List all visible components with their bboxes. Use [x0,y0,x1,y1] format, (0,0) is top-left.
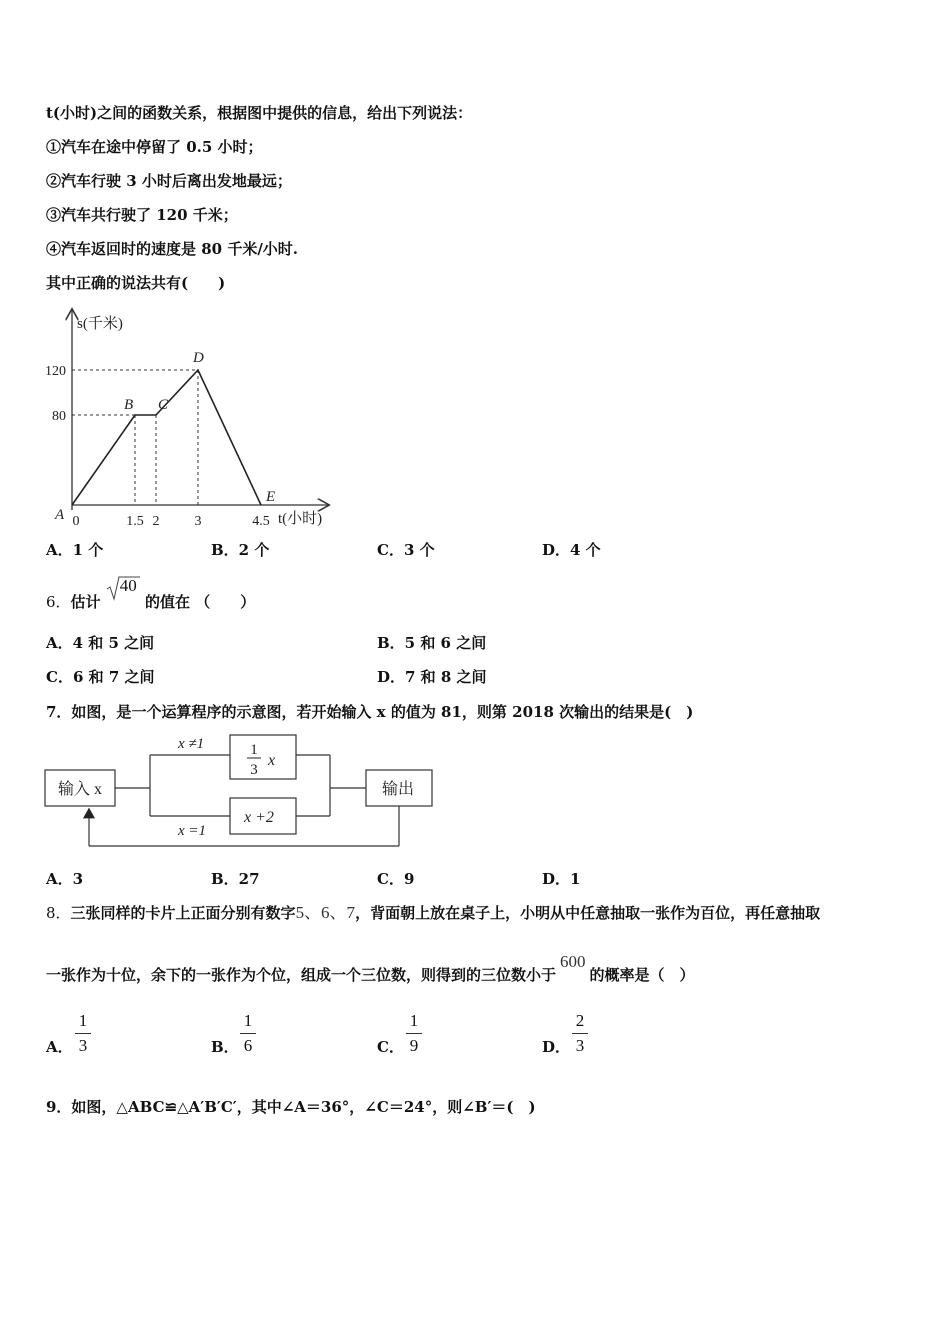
x-tick-4.5: 4.5 [252,514,270,529]
point-label-A: A [55,507,65,523]
q7-option-b: B．27 [211,870,260,888]
q5-option-d: D．4 个 [542,541,601,559]
q8-option-c-num: 1 [409,1011,419,1030]
q8-option-b-fraction [238,1011,258,1056]
x-tick-1.5: 1.5 [126,514,144,529]
q6-stem [46,576,256,612]
q8-option-b-num: 1 [243,1011,253,1030]
q5-option-c: C．3 个 [377,541,435,559]
frac-denominator: 3 [250,762,258,778]
q8-option-c-label: C． [377,1038,404,1056]
q6-pre: 估计 [70,593,101,611]
q8-option-b-label: B． [211,1038,239,1056]
q5-statement-1: ①汽车在途中停留了 0.5 小时； [46,138,263,156]
q5-option-b: B．2 个 [211,541,270,559]
y-axis-label: s(千米) [77,316,123,332]
q8-number: 8． [46,904,71,922]
x-axis-label: t(小时) [278,511,323,527]
q8-option-d-den: 3 [575,1036,585,1055]
q8-option-a-num: 1 [78,1011,88,1030]
point-label-C: C [158,397,169,413]
y-tick-80: 80 [52,409,66,424]
q8-option-d-fraction [570,1011,590,1056]
q5-statement-4: ④汽车返回时的速度是 80 千米/小时. [46,240,299,258]
q8-line2-post: 的概率是（ ） [589,966,695,984]
q8-option-a-den: 3 [78,1036,88,1055]
q5-prompt: 其中正确的说法共有( ) [46,274,226,292]
graph-line [72,370,261,505]
x-tick-3: 3 [194,514,202,529]
frac-numerator: 1 [250,742,258,758]
q7-option-d: D．1 [542,870,581,888]
q8-line1-pre: 三张同样的卡片上正面分别有数字 [70,904,296,922]
add-box-label: x +2 [244,809,274,826]
input-box-label: 输入 x [58,781,103,798]
cond-top: x ≠1 [178,736,205,752]
q8-threshold: 600 [560,952,586,971]
q6-option-a: A．4 和 5 之间 [46,634,155,652]
output-box-label: 输出 [382,781,415,798]
q9-stem: 9．如图，△ABC≌△A′B′C′，其中∠A＝36°，∠C＝24°，则∠B′＝( ) [46,1098,536,1116]
q8-line-2 [46,952,695,985]
q8-line-1 [46,903,820,923]
q7-stem: 7．如图，是一个运算程序的示意图，若开始输入 x 的值为 81，则第 2018 次输出的结果是( ) [46,703,694,721]
x-tick-0: 0 [72,514,80,529]
q5-intro: t(小时)之间的函数关系，根据图中提供的信息，给出下列说法： [46,104,473,122]
distance-time-graph [40,305,340,533]
x-tick-2: 2 [152,514,160,529]
sqrt-expression [106,576,140,607]
q6-option-b: B．5 和 6 之间 [377,634,487,652]
q6-radicand: 40 [119,576,137,595]
q5-statement-3: ③汽车共行驶了 120 千米； [46,206,238,224]
q8-line1-post: ，背面朝上放在桌子上，小明从中任意抽取一张作为百位，再任意抽取 [355,904,821,922]
point-label-E: E [266,489,276,505]
q8-option-c-fraction [404,1011,424,1056]
q6-number: 6． [46,593,71,611]
q8-option-d-num: 2 [575,1011,585,1030]
cond-bottom: x =1 [178,823,207,839]
y-tick-120: 120 [45,364,66,379]
q8-option-b-den: 6 [243,1036,253,1055]
flow-diagram [44,728,440,854]
q6-option-d: D．7 和 8 之间 [377,668,487,686]
point-label-D: D [193,350,204,366]
point-label-B: B [124,397,134,413]
q6-post: 的值在 （ ） [145,593,256,611]
q7-option-a: A．3 [46,870,84,888]
q8-option-d-label: D． [542,1038,571,1056]
q8-digits: 5、6、7 [295,903,356,922]
q8-option-a-fraction [73,1011,93,1056]
divide-box [230,735,296,779]
q8-option-a-label: A． [46,1038,73,1056]
frac-variable: x [268,752,276,769]
q7-option-c: C．9 [377,870,415,888]
q8-option-c-den: 9 [409,1036,419,1055]
q8-line2-pre: 一张作为十位，余下的一张作为个位，组成一个三位数，则得到的三位数小于 [46,966,557,984]
q5-statement-2: ②汽车行驶 3 小时后离出发地最远； [46,172,292,190]
q6-option-c: C．6 和 7 之间 [46,668,155,686]
q5-option-a: A．1 个 [46,541,104,559]
